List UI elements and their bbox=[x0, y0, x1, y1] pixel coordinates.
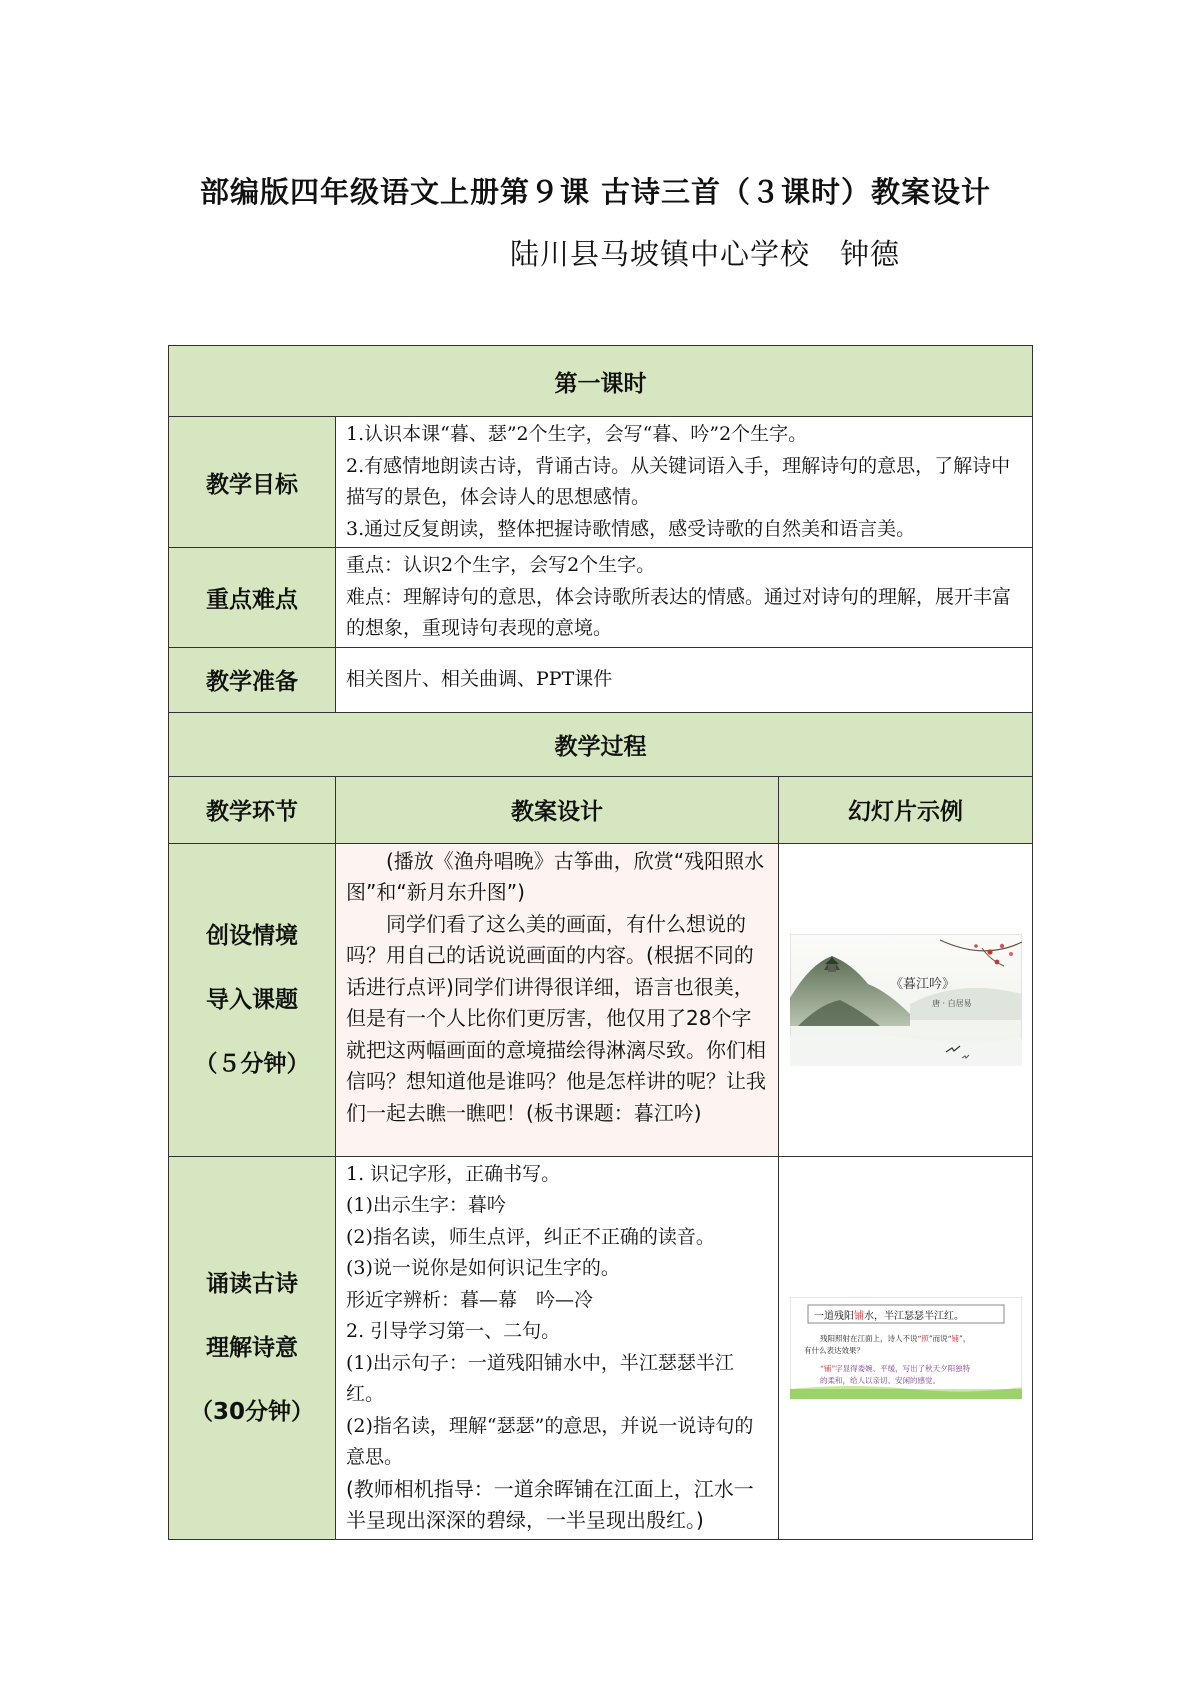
stage2-line: 形近字辨析：暮—幕 吟—冷 bbox=[346, 1288, 594, 1311]
slide-answer bbox=[820, 1363, 971, 1374]
slide-question-word2: 铺 bbox=[951, 1333, 959, 1343]
table-row bbox=[169, 776, 1033, 843]
stage2-line: (2)指名读，理解“瑟瑟”的意思，并说一说诗句的意思。 bbox=[346, 1414, 754, 1468]
column-header bbox=[169, 776, 336, 843]
stage1-paragraph: (播放《渔舟唱晚》古筝曲，欣赏“残阳照水图”和“新月东升图”) bbox=[346, 848, 765, 904]
slide-answer-line2: 的柔和，给人以亲切、安闲的感觉。 bbox=[819, 1375, 940, 1385]
stage2-label-line: 诵读古诗 bbox=[206, 1270, 298, 1297]
stage1-paragraph: 同学们看了这么美的画面，有什么想说的吗？用自己的话说说画面的内容。(根据不同的话进行点评)同学们讲得很详细，语言也很美，但是有一个人比你们更厉害，他仅用了28个字就把这两幅画面的意境描绘得淋漓尽致。你们相信吗？想知道他是谁吗？他是怎样讲的呢？让我们一起去瞧一瞧吧！(板书课题：暮江吟) bbox=[346, 911, 766, 1125]
objective-item: 2.有感情地朗读古诗，背诵古诗。从关键词语入手，理解诗句的意思，了解诗中描写的景色，体会诗人的思想感情。 bbox=[346, 454, 1011, 508]
objectives-label: 教学目标 bbox=[206, 471, 298, 498]
column-header bbox=[336, 776, 779, 843]
slide-question-mid: ”而说“ bbox=[928, 1333, 952, 1343]
slide-question bbox=[820, 1333, 970, 1344]
preparation-label-cell bbox=[169, 647, 336, 712]
keypoints-content bbox=[336, 548, 1033, 648]
objectives-content bbox=[336, 417, 1033, 548]
slide-banner-post: 水，半江瑟瑟半江红。 bbox=[863, 1310, 964, 1322]
slide-question-pre: 残阳照射在江面上，诗人不说“ bbox=[819, 1333, 921, 1343]
slide-poem-title: 《暮江吟》 bbox=[889, 976, 955, 992]
stage1-label-cell bbox=[169, 843, 336, 1156]
keypoints-label-cell bbox=[169, 548, 336, 648]
column-header-design: 教案设计 bbox=[511, 799, 603, 825]
slide-thumbnail-mujiangyin bbox=[790, 934, 1022, 1066]
objective-item: 3.通过反复朗读，整体把握诗歌情感，感受诗歌的自然美和语言美。 bbox=[346, 517, 916, 540]
table-row bbox=[169, 346, 1033, 417]
table-row bbox=[169, 843, 1033, 1156]
stage2-design bbox=[336, 1156, 779, 1539]
stage2-line: (3)说一说你是如何识记生字的。 bbox=[346, 1257, 620, 1279]
stage2-line: 1. 识记字形，正确书写。 bbox=[346, 1162, 561, 1185]
table-row bbox=[169, 417, 1033, 548]
stage2-teacher-guide: (教师相机指导：一道余晖铺在江面上，江水一半呈现出深深的碧绿，一半呈现出殷红。) bbox=[346, 1476, 754, 1532]
stage2-label-duration: （30分钟） bbox=[189, 1398, 314, 1425]
slide-poem-author: 唐 · 白居易 bbox=[931, 998, 972, 1008]
stage2-line: (1)出示生字：暮吟 bbox=[346, 1194, 506, 1216]
process-title-cell bbox=[169, 712, 1033, 776]
stage1-label-line: 创设情境 bbox=[206, 922, 298, 949]
preparation-text: 相关图片、相关曲调、PPT课件 bbox=[346, 667, 613, 690]
slide-question-line2: 有什么表达效果？ bbox=[803, 1345, 864, 1355]
stage1-label-line: 导入课题 bbox=[206, 986, 298, 1013]
stage1-label-duration: （５分钟） bbox=[194, 1050, 310, 1077]
slide-answer-word: “铺” bbox=[819, 1363, 835, 1373]
stage2-line: (1)出示句子：一道残阳铺水中，半江瑟瑟半江红。 bbox=[346, 1351, 734, 1405]
slide-banner bbox=[814, 1309, 964, 1322]
objective-item: 1.认识本课“暮、瑟”2个生字，会写“暮、吟”2个生字。 bbox=[346, 423, 808, 445]
slide-thumbnail-verse bbox=[790, 1297, 1022, 1399]
column-header bbox=[779, 776, 1033, 843]
preparation-content bbox=[336, 647, 1033, 712]
stage2-label-cell bbox=[169, 1156, 336, 1539]
keypoint-item: 重点：认识2个生字，会写2个生字。 bbox=[346, 554, 656, 576]
process-title: 教学过程 bbox=[554, 733, 647, 760]
stage1-design bbox=[336, 843, 779, 1156]
stage2-slide-cell bbox=[779, 1156, 1033, 1539]
lesson-title-cell bbox=[169, 346, 1033, 417]
stage1-slide-cell bbox=[779, 843, 1033, 1156]
preparation-label: 教学准备 bbox=[206, 669, 298, 695]
keypoint-item: 难点：理解诗句的意思，体会诗歌所表达的情感。通过对诗句的理解，展开丰富的想象，重现诗句表现的意境。 bbox=[346, 585, 1012, 639]
slide-question-post: ”， bbox=[958, 1333, 970, 1343]
table-row bbox=[169, 548, 1033, 648]
slide-banner-highlight: 铺 bbox=[853, 1310, 864, 1322]
document-title: 部编版四年级语文上册第９课 古诗三首（３课时）教案设计 bbox=[199, 175, 992, 209]
stage2-line: 2. 引导学习第一、二句。 bbox=[346, 1320, 561, 1342]
lesson-title: 第一课时 bbox=[554, 370, 647, 397]
slide-answer-line1: 字显得委婉、平缓，写出了秋天夕阳独特 bbox=[834, 1363, 970, 1373]
objectives-label-cell bbox=[169, 417, 336, 548]
table-row bbox=[169, 647, 1033, 712]
stage2-label-line: 理解诗意 bbox=[206, 1334, 298, 1361]
lesson-plan-table bbox=[168, 345, 1033, 1540]
table-row bbox=[169, 712, 1033, 776]
slide-question-word1: 照 bbox=[920, 1333, 929, 1343]
column-header-slides: 幻灯片示例 bbox=[848, 799, 963, 825]
table-row bbox=[169, 1156, 1033, 1539]
author-line: 陆川县马坡镇中心学校 钟德 bbox=[510, 237, 901, 271]
column-header-stage: 教学环节 bbox=[206, 799, 298, 825]
keypoints-label: 重点难点 bbox=[206, 586, 298, 613]
stage2-line: (2)指名读，师生点评，纠正不正确的读音。 bbox=[346, 1225, 715, 1248]
slide-banner-pre: 一道残阳 bbox=[813, 1310, 854, 1322]
